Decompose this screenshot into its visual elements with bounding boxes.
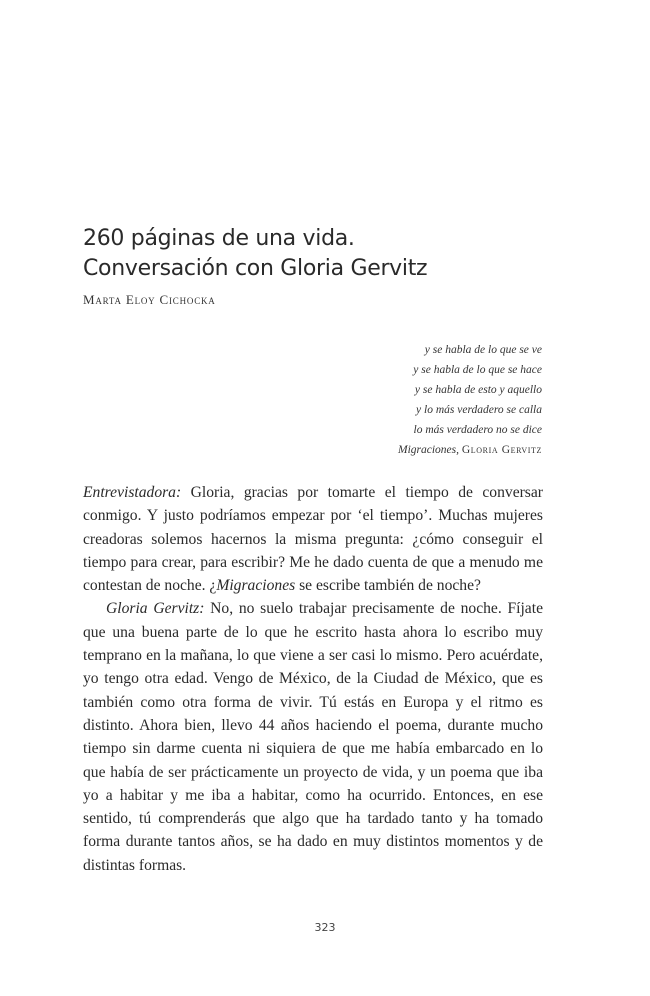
- epigraph-line: y se habla de esto y aquello: [414, 384, 542, 396]
- epigraph-line: lo más verdadero no se dice: [413, 424, 542, 436]
- book-title: Migraciones: [216, 577, 296, 595]
- page-number: 323: [314, 921, 336, 934]
- epigraph-line: y lo más verdadero se calla: [416, 404, 542, 416]
- epigraph-line: y se habla de lo que se ve: [424, 344, 542, 356]
- epigraph-source: [398, 440, 542, 460]
- epigraph: [398, 340, 542, 460]
- title-line-1: 260 páginas de una vida.: [83, 226, 355, 251]
- interview-body: [83, 481, 543, 877]
- epigraph-source-work: Migraciones,: [397, 444, 459, 456]
- article-title: [83, 224, 563, 284]
- title-line-2: Conversación con Gloria Gervitz: [83, 256, 428, 281]
- paragraph-text: No, no suelo trabajar precisamente de noche. Fíjate que una buena parte de lo que he escrito hasta ahora lo escribo muy temprano en la mañana, lo que viene a ser casi lo mismo. Pero acuérdate, yo tengo otra edad. Vengo de México, de la Ciudad de México, que es también como otra forma de vivir. Tú estás en Europa y el ritmo es distinto. Ahora bien, llevo 44 años haciendo el poema, durante mucho tiempo sin darme cuenta ni siquiera de que me había embarcado en lo que había de ser prácticamente un proyecto de vida, y un poema que iba yo a habitar y me iba a habitar, como ha ocurrido. Entonces, en ese sentido, tú comprenderás que algo que ha tardado tanto y ha tomado forma durante tantos años, se ha dado en muy distintos momentos y de distintas formas.: [83, 600, 543, 874]
- speaker-interviewer: Entrevistadora:: [83, 484, 182, 501]
- paragraph-text: Gloria, gracias por tomarte el tiempo de conversar conmigo. Y justo podríamos empezar por ‘el tiempo’. Muchas mujeres creadoras solemos hacernos la misma pregunta: ¿cómo conseguir el tiempo para crear, para escribir? Me he dado cuenta de que a menudo me contestan de noche. ¿: [83, 484, 543, 595]
- speaker-gervitz: Gloria Gervitz:: [106, 600, 205, 618]
- epigraph-line: y se habla de lo que se hace: [413, 364, 542, 376]
- paragraph-interviewer: [83, 481, 543, 597]
- paragraph-text: se escribe también de noche?: [295, 577, 481, 595]
- paragraph-gervitz: [83, 597, 543, 877]
- epigraph-source-author: Gloria Gervitz: [461, 444, 542, 456]
- author-name: Marta Eloy Cichocka: [83, 292, 216, 307]
